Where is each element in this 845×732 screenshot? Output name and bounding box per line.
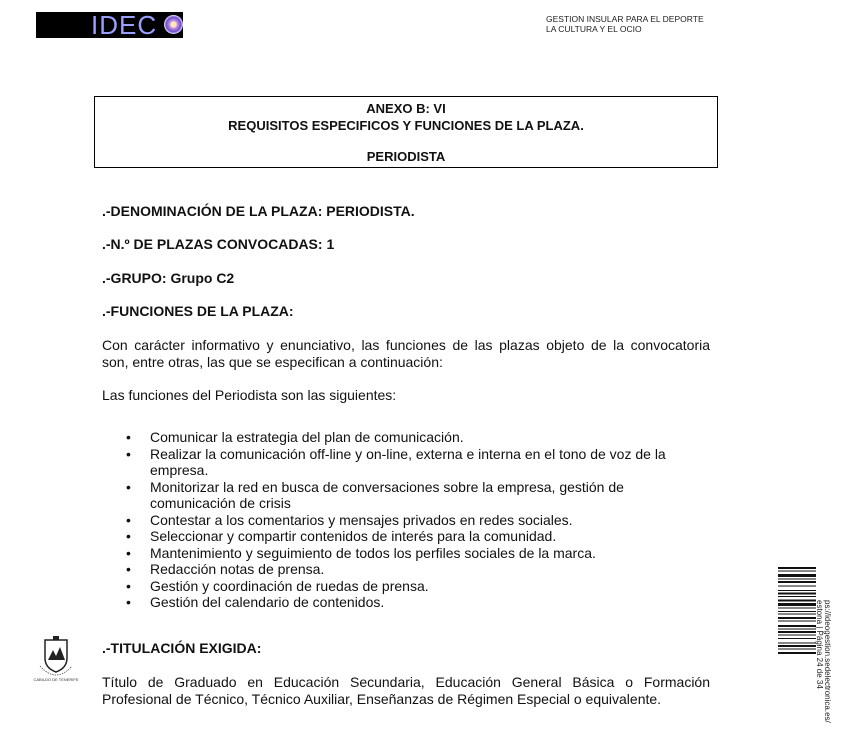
org-line-2: LA CULTURA Y EL OCIO [546, 24, 642, 34]
barcode-bar [778, 649, 816, 650]
intro-line-2: son, entre otras, las que se especifican a continuación: [102, 354, 443, 370]
funciones-lead: Las funciones del Periodista son las siguientes: [102, 387, 397, 403]
titulacion-line-1: Título de Graduado en Educación Secundaria, Educación General Básica o Formación [102, 674, 710, 690]
annex-position: PERIODISTA [366, 149, 446, 164]
barcode-bar [778, 603, 816, 606]
barcode-bar [778, 581, 816, 583]
barcode-bar [778, 645, 816, 647]
ideco-logo [36, 12, 183, 38]
barcode-bar [778, 567, 816, 569]
list-item: • Mantenimiento y seguimiento de todos los perfiles sociales de la marca. [102, 545, 702, 562]
side-line-2: estona | Página 24 de 34 [815, 600, 824, 689]
list-item: • Monitorizar la red en busca de conversaciones sobre la empresa, gestión de comunicación de crisis [102, 479, 702, 512]
barcode [778, 567, 816, 687]
barcode-bar [778, 635, 816, 636]
list-item: • Realizar la comunicación off-line y on-line, externa e interna en el tono de voz de la empresa. [102, 446, 702, 479]
verification-side-text [815, 600, 832, 732]
numero-plazas-heading: .-N.º DE PLAZAS CONVOCADAS: 1 [102, 236, 335, 252]
org-line-1: GESTION INSULAR PARA EL DEPORTE [546, 14, 704, 24]
barcode-bar [778, 611, 816, 612]
barcode-bar [778, 586, 816, 587]
barcode-bar [778, 590, 816, 591]
barcode-bar [778, 631, 816, 633]
list-item: • Gestión del calendario de contenidos. [102, 594, 702, 611]
list-item: • Contestar a los comentarios y mensajes privados en redes sociales. [102, 512, 702, 529]
titulacion-heading: .-TITULACIÓN EXIGIDA: [102, 640, 262, 656]
list-item: • Gestión y coordinación de ruedas de prensa. [102, 578, 702, 595]
barcode-bar [778, 629, 816, 630]
titulacion-text [102, 674, 710, 708]
grupo-heading: .-GRUPO: Grupo C2 [102, 270, 235, 286]
organization-name [546, 14, 704, 34]
barcode-bar [778, 574, 816, 577]
barcode-bar [778, 621, 816, 622]
functions-list [102, 429, 702, 611]
barcode-bar [778, 600, 816, 602]
barcode-bar [778, 571, 816, 572]
barcode-bar [778, 593, 816, 595]
barcode-bar [778, 579, 816, 580]
barcode-bar [778, 617, 816, 619]
barcode-bar [778, 638, 816, 639]
intro-line-1: Con carácter informativo y enunciativo, las funciones de las plazas objeto de la convocatoria [102, 337, 710, 353]
crest-caption: CABILDO DE TENERIFE [33, 677, 79, 682]
barcode-bar [778, 625, 816, 627]
funciones-intro [102, 337, 710, 371]
denominacion-heading: .-DENOMINACIÓN DE LA PLAZA: PERIODISTA. [102, 203, 415, 219]
logo-eye-icon [164, 15, 183, 34]
barcode-bar [778, 652, 816, 654]
funciones-heading: .-FUNCIONES DE LA PLAZA: [102, 303, 294, 319]
side-line-1: ps://ideogestion.sedelectronica.es/ [823, 600, 832, 723]
annex-subtitle: REQUISITOS ESPECIFICOS Y FUNCIONES DE LA PLAZA. [228, 118, 584, 133]
barcode-bar [778, 608, 816, 609]
logo-text: IDEC [91, 10, 158, 40]
cabildo-crest-icon [33, 636, 79, 682]
barcode-bar [778, 614, 816, 615]
list-item: • Redacción notas de prensa. [102, 561, 702, 578]
barcode-bar [778, 596, 816, 597]
annex-number: ANEXO B: VI [366, 101, 446, 116]
barcode-bar [778, 643, 816, 644]
titulacion-line-2: Profesional de Técnico, Técnico Auxiliar, Enseñanzas de Régimen Especial o equivalente. [102, 691, 662, 707]
list-item: • Seleccionar y compartir contenidos de interés para la comunidad. [102, 528, 702, 545]
annex-title-box [94, 96, 718, 168]
list-item: • Comunicar la estrategia del plan de comunicación. [102, 429, 702, 446]
